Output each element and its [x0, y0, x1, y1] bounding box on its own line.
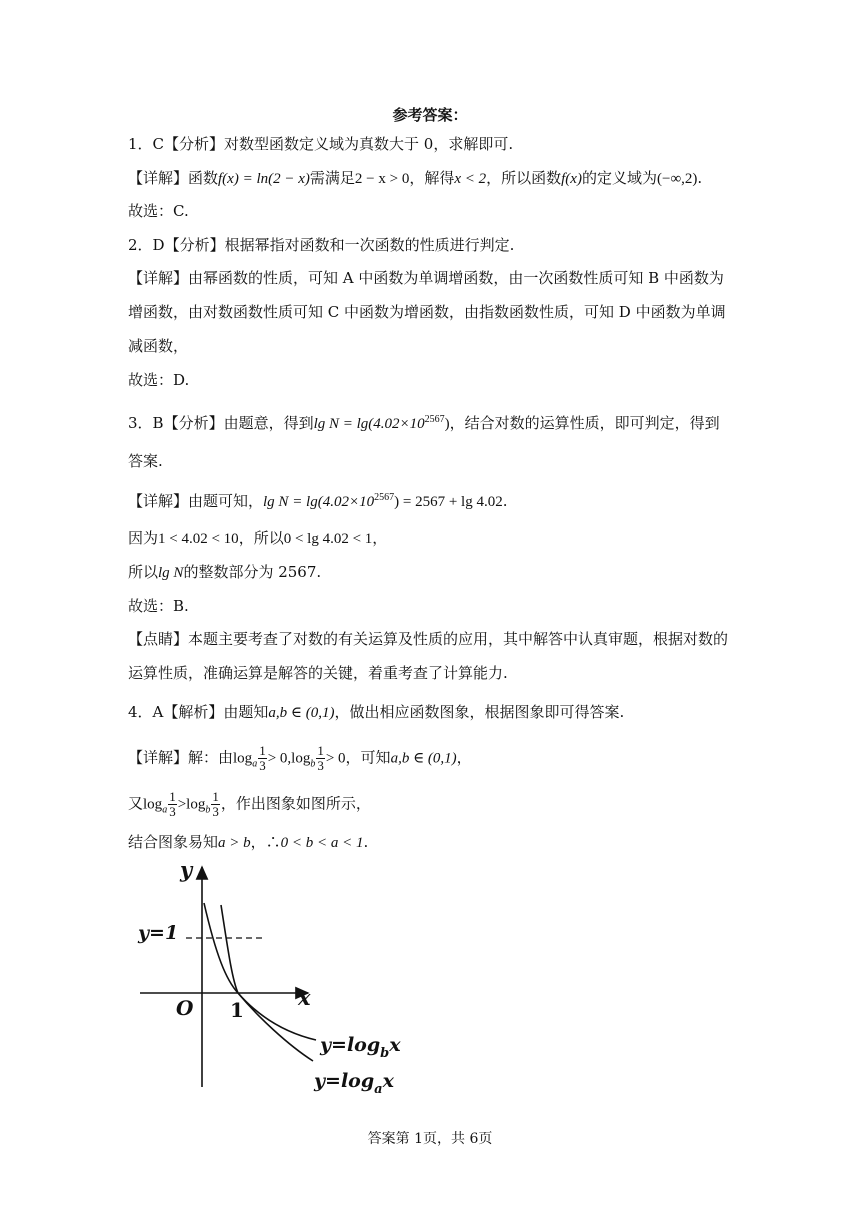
q4-a-gt-b: a > b — [218, 835, 251, 851]
q3-conclusion-prefix: 所以 — [128, 563, 159, 581]
q1-text-4: 的定义域为 — [581, 169, 657, 187]
q3-conclusion-suffix: 的整数部分为 2567. — [183, 563, 322, 581]
q1-text-2: ，解得 — [409, 169, 455, 187]
q1-text-1: 需满足 — [309, 169, 355, 187]
q4-log-b: > 0,log — [267, 750, 311, 767]
q4-log-a-base: a — [252, 758, 258, 770]
q4-compare-gt: > — [177, 796, 187, 813]
q4-analysis-set: a,b ∈ (0,1) — [268, 705, 335, 721]
log-a-label-var: x — [382, 1070, 394, 1092]
q3-because-mid: ，所以 — [238, 529, 284, 547]
q1-end: . — [697, 169, 703, 187]
q1-fx: f(x) — [561, 171, 582, 187]
q3-choice: 故选：B. — [128, 597, 189, 615]
q3-analysis-line1 — [128, 410, 720, 434]
q4-detail-mid: ，可知 — [345, 748, 391, 767]
curve-log-a — [204, 903, 313, 1061]
q4-detail-end: ， — [456, 748, 472, 767]
log-b-label — [319, 1034, 401, 1061]
origin-label: O — [176, 996, 194, 1020]
q4-analysis-suffix: ，做出相应函数图象，根据图象即可得答案. — [334, 703, 625, 721]
q3-detail-end: . — [502, 492, 508, 510]
q4-fraction-3 — [168, 790, 177, 819]
q1-detail — [128, 168, 702, 189]
q3-because — [128, 528, 387, 549]
q3-because-prefix: 因为 — [128, 529, 159, 547]
q2-detail-line1: 【详解】由幂函数的性质，可知 A 中函数为单调增函数，由一次函数性质可知 B 中函数为 — [128, 269, 724, 287]
q3-analysis-close: ) — [444, 416, 450, 432]
q4-compare — [128, 790, 371, 821]
q4-log-a: log — [233, 750, 253, 767]
q4-therefore: ，∴ — [250, 833, 281, 851]
q1-detail-prefix: 【详解】函数 — [128, 169, 219, 187]
q3-ineq-1: 1 < 4.02 < 10 — [158, 531, 239, 547]
log-a-label — [313, 1070, 395, 1097]
q3-detail — [128, 488, 507, 512]
q4-compare-log-b: log — [186, 796, 206, 813]
q1-function: f(x) = ln(2 − x) — [218, 171, 310, 187]
y-axis-label: y — [180, 857, 193, 882]
q4-fraction-4-den: 3 — [212, 804, 219, 819]
q3-detail-prefix: 【详解】由题可知， — [128, 492, 264, 510]
q4-fraction-2 — [316, 744, 325, 773]
q4-result-end: . — [363, 833, 369, 851]
q3-detail-eq: lg N = lg(4.02×10 — [263, 494, 375, 510]
q3-comment-line1: 【点睛】本题主要考查了对数的有关运算及性质的应用，其中解答中认真审题，根据对数的 — [128, 630, 729, 648]
q1-text-3: ，所以函数 — [486, 169, 562, 187]
q4-final-ineq: 0 < b < a < 1 — [280, 835, 364, 851]
q3-conclusion — [128, 562, 321, 583]
q2-detail-line2: 增函数，由对数函数性质可知 C 中函数为增函数，由指数函数性质，可知 D 中函数为单调 — [128, 303, 726, 321]
q3-because-end: ， — [372, 529, 388, 547]
x-axis-label: x — [298, 985, 311, 1010]
q4-compare-log-a: log — [143, 796, 163, 813]
q3-analysis-suffix: ，结合对数的运算性质，即可判定，得到 — [449, 414, 720, 432]
q4-analysis-prefix: 4．A【解析】由题知 — [128, 703, 269, 721]
q4-fraction-4-num: 1 — [212, 789, 219, 804]
log-b-label-var: x — [389, 1034, 401, 1056]
q4-compare-prefix: 又 — [128, 794, 144, 813]
q3-ineq-2: 0 < lg 4.02 < 1 — [283, 531, 373, 547]
y-equals-1-label: y=1 — [138, 922, 179, 944]
q1-analysis: 1．C【分析】对数型函数定义域为真数大于 0，求解即可. — [128, 135, 514, 153]
q4-fraction-1-num: 1 — [259, 743, 266, 758]
one-label: 1 — [230, 998, 244, 1022]
q4-detail-prefix: 【详解】解：由 — [128, 748, 234, 767]
q4-compare-log-a-base: a — [162, 804, 168, 816]
q1-solution: x < 2 — [454, 171, 487, 187]
q4-analysis — [128, 702, 624, 723]
q1-domain: (−∞,2) — [656, 171, 698, 187]
q4-fraction-4 — [211, 790, 220, 819]
q4-fraction-2-den: 3 — [317, 758, 324, 773]
q3-analysis-eq: lg N = lg(4.02×10 — [313, 416, 425, 432]
q1-choice: 故选：C. — [128, 202, 189, 220]
q4-result-prefix: 结合图象易知 — [128, 833, 219, 851]
q4-detail-set: a,b ∈ (0,1) — [390, 750, 457, 767]
q4-detail — [128, 744, 472, 775]
q2-detail-line3: 减函数， — [128, 337, 189, 355]
q3-analysis-line2: 答案. — [128, 452, 163, 470]
page-title: 参考答案： — [392, 106, 468, 124]
q2-analysis: 2．D【分析】根据幂指对函数和一次函数的性质进行判定. — [128, 236, 515, 254]
q4-fraction-2-num: 1 — [317, 743, 324, 758]
q3-analysis-prefix: 3．B【分析】由题意，得到 — [128, 414, 314, 432]
q4-gt-zero: > 0 — [325, 750, 346, 767]
q4-fraction-1 — [258, 744, 267, 773]
q4-compare-suffix: ，作出图象如图所示， — [220, 794, 371, 813]
q2-choice: 故选：D. — [128, 371, 190, 389]
q3-analysis-exp: 2567 — [424, 414, 445, 425]
log-b-label-text: y=log — [320, 1034, 381, 1056]
q3-detail-exp: 2567 — [374, 492, 395, 503]
log-function-graph — [128, 855, 428, 1105]
q3-detail-close: ) = 2567 + lg 4.02 — [394, 494, 503, 510]
q3-comment-line2: 运算性质，准确运算是解答的关键，着重考查了计算能力. — [128, 664, 508, 682]
q4-result — [128, 832, 368, 853]
q1-condition: 2 − x > 0 — [354, 171, 410, 187]
log-b-label-base: b — [380, 1046, 390, 1061]
q4-fraction-3-num: 1 — [169, 789, 176, 804]
q4-log-b-base: b — [310, 758, 316, 770]
q4-compare-log-b-base: b — [205, 804, 211, 816]
page-footer: 答案第 1页，共 6页 — [367, 1131, 493, 1147]
q4-fraction-1-den: 3 — [259, 758, 266, 773]
q3-lgn: lg N — [158, 565, 184, 581]
log-a-label-base: a — [374, 1082, 383, 1097]
log-a-label-text: y=log — [314, 1070, 375, 1092]
q4-fraction-3-den: 3 — [169, 804, 176, 819]
